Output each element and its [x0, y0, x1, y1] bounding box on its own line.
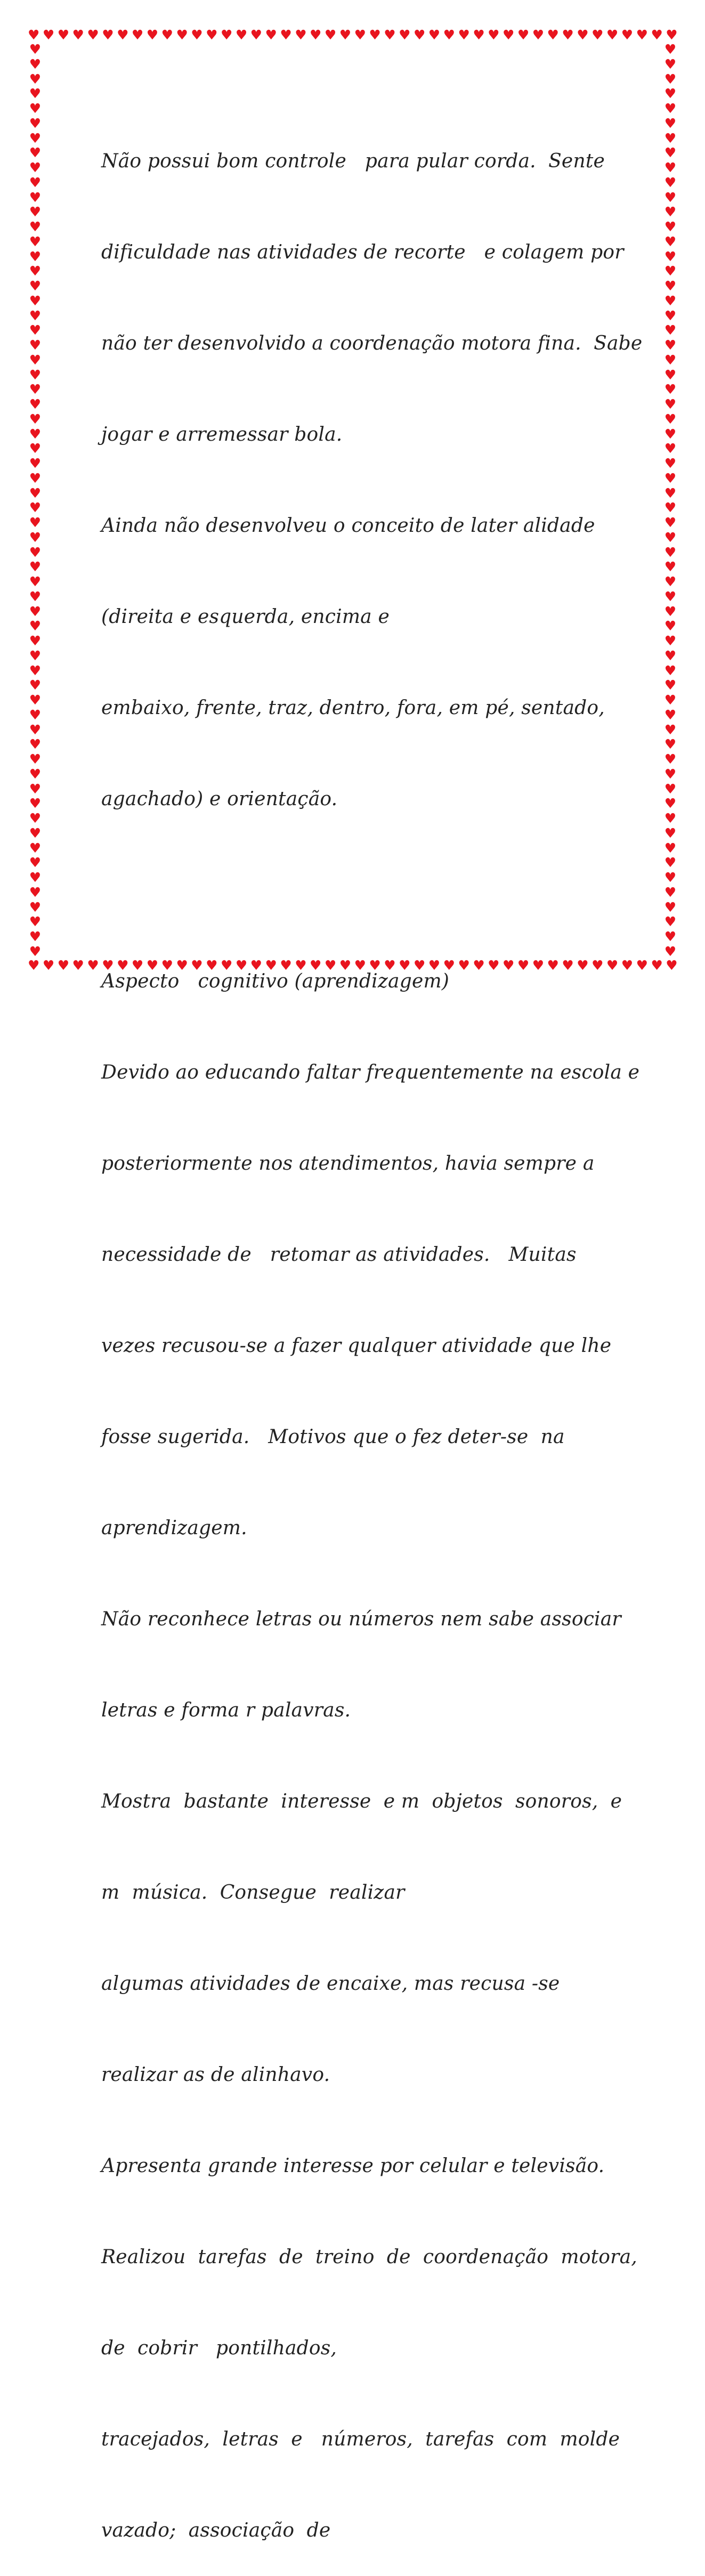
heart-icon: ♥ — [29, 544, 42, 560]
heart-icon: ♥ — [29, 56, 42, 72]
heart-icon: ♥ — [28, 958, 40, 973]
heart-icon: ♥ — [29, 204, 42, 220]
heart-icon: ♥ — [664, 115, 677, 131]
text-line: (direita e esquerda, encima e — [101, 606, 390, 628]
heart-icon: ♥ — [664, 352, 677, 368]
text-line: jogar e arremessar bola. — [101, 424, 343, 445]
heart-icon: ♥ — [664, 751, 677, 767]
heart-icon: ♥ — [664, 574, 677, 589]
heart-icon: ♥ — [562, 958, 574, 973]
heart-icon: ♥ — [664, 692, 677, 708]
heart-icon: ♥ — [29, 870, 42, 885]
heart-icon: ♥ — [87, 958, 99, 973]
heart-icon: ♥ — [29, 382, 42, 398]
heart-icon: ♥ — [29, 677, 42, 693]
heart-icon: ♥ — [29, 559, 42, 575]
heart-icon: ♥ — [664, 618, 677, 634]
heart-icon: ♥ — [664, 160, 677, 175]
heart-icon: ♥ — [666, 958, 678, 973]
heart-icon: ♥ — [664, 456, 677, 471]
heart-icon: ♥ — [29, 278, 42, 294]
heart-icon: ♥ — [29, 441, 42, 457]
heart-icon: ♥ — [664, 707, 677, 723]
heart-icon: ♥ — [29, 811, 42, 826]
heart-icon: ♥ — [206, 958, 218, 973]
heart-icon: ♥ — [29, 662, 42, 678]
heart-icon: ♥ — [29, 899, 42, 915]
heart-icon: ♥ — [29, 160, 42, 175]
heart-icon: ♥ — [503, 958, 515, 973]
heart-icon: ♥ — [29, 736, 42, 752]
heart-icon: ♥ — [206, 27, 218, 43]
heart-icon: ♥ — [664, 766, 677, 782]
text-line: vezes recusou-se a fazer qualquer atividade que lhe — [101, 1335, 612, 1357]
heart-icon: ♥ — [664, 943, 677, 959]
heart-icon: ♥ — [280, 958, 292, 973]
heart-icon: ♥ — [664, 293, 677, 309]
heart-icon: ♥ — [29, 426, 42, 442]
heart-icon: ♥ — [664, 647, 677, 663]
heart-icon: ♥ — [29, 411, 42, 427]
text-line: aprendizagem. — [101, 1517, 247, 1539]
heart-icon: ♥ — [517, 27, 530, 43]
heart-icon: ♥ — [29, 603, 42, 619]
heart-icon: ♥ — [339, 27, 352, 43]
heart-icon: ♥ — [636, 958, 649, 973]
heart-icon: ♥ — [413, 27, 426, 43]
heart-icon: ♥ — [235, 958, 248, 973]
heart-icon: ♥ — [664, 411, 677, 427]
heart-icon: ♥ — [547, 27, 559, 43]
heart-icon: ♥ — [664, 189, 677, 205]
heart-icon: ♥ — [591, 27, 604, 43]
heart-icon: ♥ — [87, 27, 99, 43]
heart-icon: ♥ — [29, 248, 42, 264]
heart-icon: ♥ — [664, 529, 677, 545]
heart-icon: ♥ — [664, 677, 677, 693]
section-heading: Aspecto cognitivo (aprendizagem) — [101, 970, 450, 992]
heart-icon: ♥ — [664, 204, 677, 220]
heart-icon: ♥ — [295, 27, 307, 43]
heart-icon: ♥ — [664, 884, 677, 900]
heart-icon: ♥ — [562, 27, 574, 43]
heart-icon: ♥ — [295, 958, 307, 973]
heart-icon: ♥ — [29, 189, 42, 205]
heart-icon: ♥ — [191, 958, 203, 973]
heart-icon: ♥ — [29, 529, 42, 545]
heart-icon: ♥ — [29, 796, 42, 812]
document-body — [101, 85, 643, 2576]
heart-icon: ♥ — [191, 27, 203, 43]
heart-icon: ♥ — [29, 633, 42, 649]
heart-border-top — [28, 28, 678, 43]
heart-icon: ♥ — [664, 588, 677, 604]
heart-icon: ♥ — [29, 500, 42, 516]
heart-icon: ♥ — [458, 958, 470, 973]
heart-icon: ♥ — [664, 603, 677, 619]
heart-icon: ♥ — [664, 796, 677, 812]
heart-icon: ♥ — [29, 929, 42, 944]
heart-icon: ♥ — [354, 27, 366, 43]
heart-icon: ♥ — [651, 27, 663, 43]
heart-icon: ♥ — [606, 27, 619, 43]
heart-icon: ♥ — [664, 42, 677, 57]
heart-icon: ♥ — [72, 27, 84, 43]
heart-icon: ♥ — [606, 958, 619, 973]
heart-icon: ♥ — [29, 86, 42, 102]
heart-icon: ♥ — [29, 145, 42, 161]
heart-icon: ♥ — [72, 958, 84, 973]
text-line: Não possui bom controle para pular corda. Sente — [101, 150, 605, 172]
heart-icon: ♥ — [220, 958, 233, 973]
heart-icon: ♥ — [29, 470, 42, 486]
heart-icon: ♥ — [664, 929, 677, 944]
heart-icon: ♥ — [29, 722, 42, 738]
heart-icon: ♥ — [28, 27, 40, 43]
heart-icon: ♥ — [664, 485, 677, 501]
text-line: agachado) e orientação. — [101, 788, 338, 810]
heart-icon: ♥ — [664, 662, 677, 678]
heart-icon: ♥ — [664, 322, 677, 338]
heart-icon: ♥ — [176, 27, 188, 43]
heart-icon: ♥ — [517, 958, 530, 973]
heart-icon: ♥ — [664, 500, 677, 516]
heart-icon: ♥ — [666, 27, 678, 43]
heart-icon: ♥ — [250, 958, 263, 973]
heart-icon: ♥ — [102, 27, 114, 43]
heart-icon: ♥ — [591, 958, 604, 973]
heart-icon: ♥ — [664, 248, 677, 264]
heart-icon: ♥ — [265, 958, 277, 973]
heart-icon: ♥ — [131, 27, 144, 43]
text-line: fosse sugerida. Motivos que o fez deter-se na — [101, 1426, 565, 1448]
heart-icon: ♥ — [443, 27, 456, 43]
heart-icon: ♥ — [664, 278, 677, 294]
heart-icon: ♥ — [428, 27, 441, 43]
heart-icon: ♥ — [29, 515, 42, 530]
heart-icon: ♥ — [220, 27, 233, 43]
heart-icon: ♥ — [29, 914, 42, 930]
heart-icon: ♥ — [577, 958, 589, 973]
heart-icon: ♥ — [664, 544, 677, 560]
heart-icon: ♥ — [29, 692, 42, 708]
heart-icon: ♥ — [664, 515, 677, 530]
heart-icon: ♥ — [29, 588, 42, 604]
heart-icon: ♥ — [664, 233, 677, 249]
heart-icon: ♥ — [664, 426, 677, 442]
heart-icon: ♥ — [636, 27, 649, 43]
text-line: Devido ao educando faltar frequentemente na escola e — [101, 1062, 640, 1083]
heart-icon: ♥ — [503, 27, 515, 43]
heart-icon: ♥ — [29, 293, 42, 309]
heart-icon: ♥ — [42, 27, 55, 43]
text-line: Ainda não desenvolveu o conceito de later alidade — [101, 515, 595, 537]
text-line: embaixo, frente, traz, dentro, fora, em pé, sentado, — [101, 697, 605, 719]
heart-icon: ♥ — [664, 219, 677, 234]
heart-icon: ♥ — [664, 811, 677, 826]
heart-icon: ♥ — [664, 914, 677, 930]
text-line: dificuldade nas atividades de recorte e colagem por — [101, 241, 624, 263]
heart-icon: ♥ — [250, 27, 263, 43]
heart-icon: ♥ — [117, 958, 129, 973]
heart-icon: ♥ — [29, 707, 42, 723]
heart-icon: ♥ — [488, 958, 500, 973]
heart-icon: ♥ — [29, 396, 42, 412]
heart-icon: ♥ — [664, 855, 677, 871]
heart-icon: ♥ — [369, 27, 381, 43]
heart-icon: ♥ — [664, 899, 677, 915]
heart-border-left — [28, 43, 43, 958]
heart-icon: ♥ — [664, 307, 677, 323]
blank-line — [101, 875, 613, 905]
heart-icon: ♥ — [664, 396, 677, 412]
heart-icon: ♥ — [310, 958, 322, 973]
heart-icon: ♥ — [664, 559, 677, 575]
heart-icon: ♥ — [29, 337, 42, 353]
heart-icon: ♥ — [146, 958, 159, 973]
text-line: Não reconhece letras ou números nem sabe associar — [101, 1608, 621, 1630]
text-line: não ter desenvolvido a coordenação motora fina. Sabe — [101, 333, 643, 354]
heart-icon: ♥ — [146, 27, 159, 43]
text-line: letras e forma r palavras. — [101, 1699, 351, 1721]
heart-icon: ♥ — [57, 958, 70, 973]
heart-icon: ♥ — [664, 174, 677, 190]
heart-icon: ♥ — [57, 27, 70, 43]
heart-icon: ♥ — [664, 840, 677, 856]
heart-icon: ♥ — [29, 233, 42, 249]
heart-icon: ♥ — [29, 322, 42, 338]
heart-icon: ♥ — [621, 958, 634, 973]
heart-icon: ♥ — [235, 27, 248, 43]
heart-icon: ♥ — [29, 263, 42, 279]
heart-icon: ♥ — [443, 958, 456, 973]
heart-icon: ♥ — [399, 27, 411, 43]
heart-icon: ♥ — [29, 101, 42, 116]
heart-icon: ♥ — [664, 870, 677, 885]
heart-icon: ♥ — [664, 130, 677, 146]
heart-icon: ♥ — [161, 958, 174, 973]
heart-icon: ♥ — [29, 884, 42, 900]
heart-icon: ♥ — [651, 958, 663, 973]
heart-icon: ♥ — [664, 367, 677, 383]
heart-icon: ♥ — [117, 27, 129, 43]
heart-icon: ♥ — [29, 307, 42, 323]
heart-icon: ♥ — [664, 263, 677, 279]
text-line: realizar as de alinhavo. — [101, 2064, 330, 2086]
heart-icon: ♥ — [664, 470, 677, 486]
heart-icon: ♥ — [161, 27, 174, 43]
heart-icon: ♥ — [102, 958, 114, 973]
heart-icon: ♥ — [664, 736, 677, 752]
heart-icon: ♥ — [473, 958, 485, 973]
heart-icon: ♥ — [29, 219, 42, 234]
heart-icon: ♥ — [664, 337, 677, 353]
heart-icon: ♥ — [176, 958, 188, 973]
heart-icon: ♥ — [29, 825, 42, 841]
heart-icon: ♥ — [131, 958, 144, 973]
text-line: m música. Consegue realizar — [101, 1882, 405, 1903]
heart-icon: ♥ — [384, 27, 396, 43]
heart-icon: ♥ — [664, 825, 677, 841]
heart-icon: ♥ — [577, 27, 589, 43]
heart-icon: ♥ — [664, 781, 677, 797]
heart-icon: ♥ — [664, 145, 677, 161]
heart-icon: ♥ — [324, 958, 337, 973]
heart-icon: ♥ — [369, 958, 381, 973]
text-line: algumas atividades de encaixe, mas recusa -se — [101, 1973, 560, 1995]
heart-icon: ♥ — [42, 958, 55, 973]
heart-icon: ♥ — [29, 766, 42, 782]
heart-icon: ♥ — [265, 27, 277, 43]
heart-icon: ♥ — [29, 174, 42, 190]
heart-icon: ♥ — [29, 115, 42, 131]
heart-icon: ♥ — [324, 27, 337, 43]
heart-icon: ♥ — [29, 647, 42, 663]
heart-icon: ♥ — [310, 27, 322, 43]
heart-icon: ♥ — [29, 751, 42, 767]
heart-icon: ♥ — [354, 958, 366, 973]
heart-icon: ♥ — [339, 958, 352, 973]
heart-icon: ♥ — [29, 71, 42, 87]
heart-icon: ♥ — [399, 958, 411, 973]
heart-icon: ♥ — [29, 855, 42, 871]
heart-icon: ♥ — [29, 485, 42, 501]
heart-icon: ♥ — [29, 130, 42, 146]
heart-icon: ♥ — [488, 27, 500, 43]
text-line: posteriormente nos atendimentos, havia sempre a — [101, 1153, 595, 1174]
text-line: Apresenta grande interesse por celular e televisão. — [101, 2155, 605, 2177]
heart-icon: ♥ — [29, 618, 42, 634]
text-line: vazado; associação de — [101, 2520, 331, 2541]
text-line: tracejados, letras e números, tarefas com molde — [101, 2428, 620, 2450]
heart-icon: ♥ — [29, 42, 42, 57]
heart-icon: ♥ — [29, 943, 42, 959]
heart-icon: ♥ — [29, 574, 42, 589]
heart-icon: ♥ — [29, 781, 42, 797]
heart-icon: ♥ — [532, 958, 545, 973]
heart-icon: ♥ — [458, 27, 470, 43]
heart-border-right — [663, 43, 678, 958]
heart-icon: ♥ — [664, 633, 677, 649]
text-line: Mostra bastante interesse e m objetos sonoros, e — [101, 1791, 622, 1812]
heart-icon: ♥ — [280, 27, 292, 43]
heart-icon: ♥ — [621, 27, 634, 43]
heart-icon: ♥ — [664, 101, 677, 116]
heart-icon: ♥ — [29, 352, 42, 368]
text-line: Realizou tarefas de treino de coordenação motora, — [101, 2246, 637, 2268]
heart-icon: ♥ — [664, 441, 677, 457]
heart-icon: ♥ — [664, 722, 677, 738]
heart-icon: ♥ — [664, 86, 677, 102]
heart-icon: ♥ — [428, 958, 441, 973]
heart-icon: ♥ — [664, 382, 677, 398]
heart-icon: ♥ — [29, 456, 42, 471]
heart-icon: ♥ — [664, 71, 677, 87]
heart-icon: ♥ — [664, 56, 677, 72]
heart-icon: ♥ — [473, 27, 485, 43]
heart-icon: ♥ — [29, 840, 42, 856]
heart-icon: ♥ — [384, 958, 396, 973]
heart-icon: ♥ — [532, 27, 545, 43]
heart-icon: ♥ — [413, 958, 426, 973]
text-line: de cobrir pontilhados, — [101, 2337, 337, 2359]
text-line: necessidade de retomar as atividades. Muitas — [101, 1244, 577, 1266]
heart-icon: ♥ — [29, 367, 42, 383]
heart-icon: ♥ — [547, 958, 559, 973]
